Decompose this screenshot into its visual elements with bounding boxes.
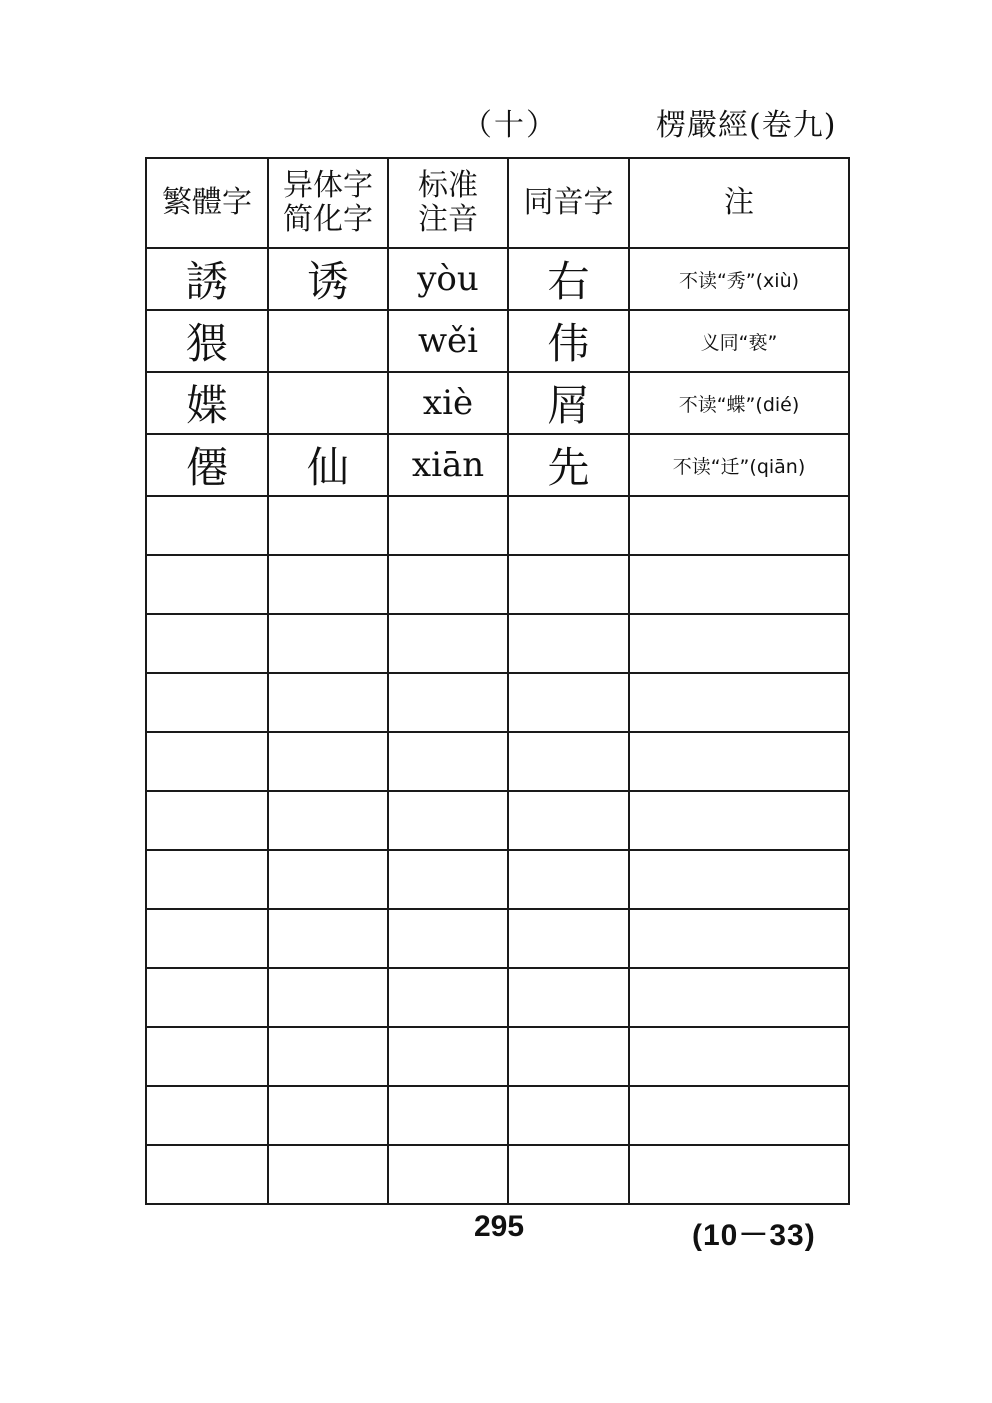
empty-cell — [268, 968, 388, 1027]
empty-cell — [146, 1145, 268, 1204]
empty-cell — [508, 732, 629, 791]
homophone-char: 伟 — [508, 310, 629, 372]
empty-table-row — [146, 968, 849, 1027]
empty-cell — [508, 496, 629, 555]
empty-table-row — [146, 1145, 849, 1204]
empty-cell — [268, 1027, 388, 1086]
empty-cell — [146, 850, 268, 909]
empty-cell — [146, 614, 268, 673]
empty-cell — [146, 496, 268, 555]
empty-cell — [268, 614, 388, 673]
header-standard-pinyin: 标准 注音 — [388, 158, 508, 248]
empty-table-row — [146, 909, 849, 968]
empty-cell — [629, 850, 849, 909]
table-row — [146, 248, 849, 310]
empty-cell — [268, 909, 388, 968]
traditional-char: 猥 — [146, 310, 268, 372]
empty-cell — [388, 850, 508, 909]
empty-table-row — [146, 1027, 849, 1086]
homophone-char: 先 — [508, 434, 629, 496]
note: 不读“蝶”(dié) — [629, 372, 849, 434]
empty-cell — [629, 1086, 849, 1145]
empty-cell — [629, 614, 849, 673]
traditional-char: 僊 — [146, 434, 268, 496]
empty-cell — [388, 1027, 508, 1086]
homophone-char: 屑 — [508, 372, 629, 434]
empty-table-row — [146, 850, 849, 909]
empty-table-row — [146, 496, 849, 555]
empty-cell — [629, 791, 849, 850]
simplified-char: 仙 — [268, 434, 388, 496]
empty-cell — [508, 850, 629, 909]
page-code: (10－33) — [692, 1219, 816, 1252]
empty-cell — [388, 909, 508, 968]
empty-table-row — [146, 791, 849, 850]
empty-table-row — [146, 673, 849, 732]
empty-cell — [268, 1086, 388, 1145]
empty-cell — [629, 1027, 849, 1086]
empty-cell — [388, 732, 508, 791]
note: 不读“迁”(qiān) — [629, 434, 849, 496]
empty-cell — [629, 909, 849, 968]
empty-cell — [629, 673, 849, 732]
empty-cell — [388, 496, 508, 555]
table-row — [146, 310, 849, 372]
empty-cell — [388, 1086, 508, 1145]
pinyin: yòu — [388, 248, 508, 310]
note: 义同“亵” — [629, 310, 849, 372]
simplified-char: 诱 — [268, 248, 388, 310]
empty-cell — [508, 791, 629, 850]
book-title: 楞嚴經(卷九) — [656, 108, 837, 143]
empty-table-row — [146, 614, 849, 673]
empty-cell — [508, 1027, 629, 1086]
empty-cell — [268, 732, 388, 791]
header-homophone: 同音字 — [508, 158, 629, 248]
table-row — [146, 434, 849, 496]
header-variant-simplified: 异体字 简化字 — [268, 158, 388, 248]
empty-cell — [146, 909, 268, 968]
empty-cell — [268, 1145, 388, 1204]
empty-cell — [146, 732, 268, 791]
traditional-char: 媟 — [146, 372, 268, 434]
empty-table-row — [146, 732, 849, 791]
empty-cell — [146, 673, 268, 732]
simplified-char — [268, 372, 388, 434]
table-row — [146, 372, 849, 434]
empty-cell — [388, 791, 508, 850]
empty-table-row — [146, 1086, 849, 1145]
empty-cell — [508, 1086, 629, 1145]
section-number: （十） — [462, 108, 558, 143]
empty-cell — [146, 1027, 268, 1086]
homophone-char: 右 — [508, 248, 629, 310]
pinyin: wěi — [388, 310, 508, 372]
empty-cell — [388, 555, 508, 614]
empty-cell — [508, 555, 629, 614]
empty-cell — [629, 1145, 849, 1204]
empty-cell — [629, 555, 849, 614]
header-traditional: 繁體字 — [146, 158, 268, 248]
empty-cell — [268, 555, 388, 614]
empty-cell — [268, 850, 388, 909]
empty-cell — [146, 555, 268, 614]
empty-cell — [146, 791, 268, 850]
empty-cell — [268, 673, 388, 732]
empty-cell — [146, 1086, 268, 1145]
empty-cell — [508, 1145, 629, 1204]
empty-cell — [508, 909, 629, 968]
empty-table-row — [146, 555, 849, 614]
empty-cell — [388, 1145, 508, 1204]
empty-cell — [508, 614, 629, 673]
empty-cell — [146, 968, 268, 1027]
character-table — [145, 157, 850, 1205]
empty-cell — [629, 968, 849, 1027]
empty-cell — [508, 968, 629, 1027]
traditional-char: 誘 — [146, 248, 268, 310]
empty-cell — [388, 673, 508, 732]
empty-cell — [629, 496, 849, 555]
empty-cell — [388, 968, 508, 1027]
note: 不读“秀”(xiù) — [629, 248, 849, 310]
pinyin: xiè — [388, 372, 508, 434]
page-number: 295 — [474, 1210, 525, 1243]
empty-cell — [268, 791, 388, 850]
pinyin: xiān — [388, 434, 508, 496]
header-note: 注 — [629, 158, 849, 248]
empty-cell — [388, 614, 508, 673]
empty-cell — [508, 673, 629, 732]
empty-cell — [629, 732, 849, 791]
simplified-char — [268, 310, 388, 372]
empty-cell — [268, 496, 388, 555]
table-header-row — [146, 158, 849, 248]
